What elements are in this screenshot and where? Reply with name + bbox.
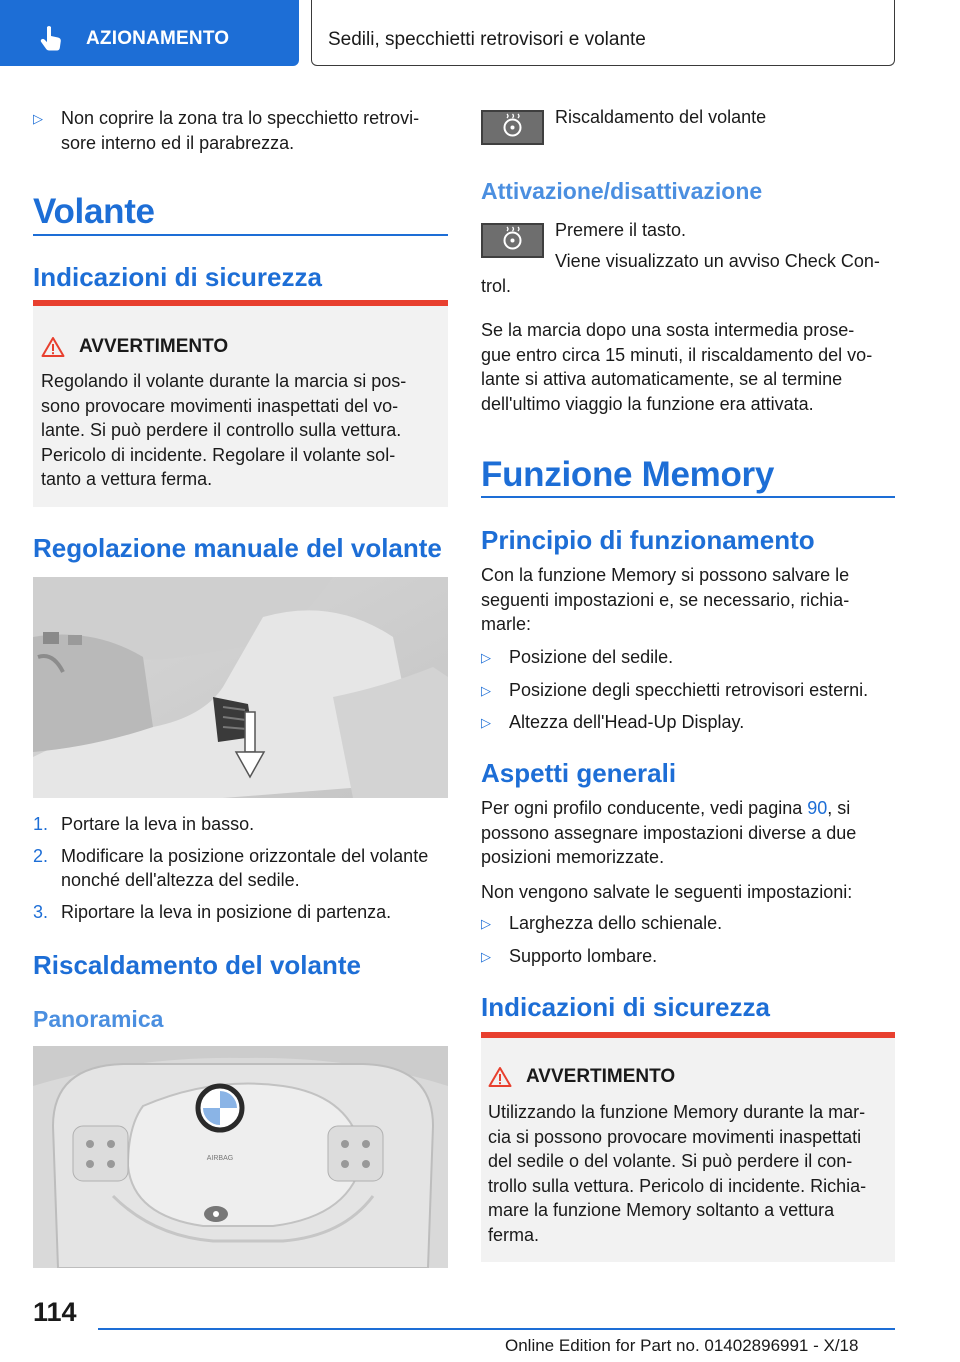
page-number: 114: [33, 1297, 77, 1327]
heading-riscaldamento: Riscaldamento del volante: [33, 950, 361, 980]
list-item: [481, 911, 895, 937]
triangle-bullet-icon: ▷: [481, 715, 491, 730]
list-item: [33, 812, 448, 837]
warning-text-line: Utilizzando la funzione Memory durante la mar-: [488, 1102, 866, 1122]
instruction-line: Premere il tasto.: [555, 220, 687, 240]
warning-title-text: AVVERTIMENTO: [79, 336, 229, 357]
list-item-text: Supporto lombare.: [509, 945, 658, 966]
heading-sicurezza: Indicazioni di sicurezza: [33, 262, 322, 292]
heading-aspetti: Aspetti generali: [481, 758, 677, 788]
section-label: AZIONAMENTO: [86, 28, 230, 49]
paragraph-text: Per ogni profilo conducente, vedi pagina: [481, 798, 808, 818]
warning-title-text: AVVERTIMENTO: [526, 1066, 676, 1087]
list-item: [33, 900, 448, 925]
paragraph-line: marle:: [481, 614, 532, 634]
page-link[interactable]: 90: [807, 798, 828, 818]
list-item-text: Posizione del sedile.: [509, 647, 674, 667]
step-number: 2.: [33, 845, 49, 866]
paragraph-text: , si: [827, 798, 851, 818]
triangle-bullet-icon: ▷: [481, 682, 491, 698]
list-item: [481, 710, 895, 736]
list-item-text: Altezza dell'Head-Up Display.: [509, 712, 745, 732]
step-text: Riportare la leva in posizione di partenza.: [61, 901, 392, 922]
hand-pointer-icon: [38, 24, 66, 52]
heading-rule: [33, 234, 448, 236]
list-item: [481, 645, 895, 671]
warning-text-line: ferma.: [488, 1224, 540, 1245]
warning-title: [488, 1066, 675, 1088]
heading-attivazione: Attivazione/disattivazione: [481, 178, 763, 204]
list-item: [33, 844, 448, 893]
list-item: [33, 106, 448, 155]
steering-wheel-photo: [33, 1046, 448, 1268]
warning-text-line: Pericolo di incidente. Regolare il volante sol-: [41, 444, 396, 465]
warning-text-line: sono provocare movimenti inaspettati del vo-: [41, 395, 399, 416]
heading-regolazione: Regolazione manuale del volante: [33, 533, 442, 563]
list-item-text: sore interno ed il parabrezza.: [61, 132, 295, 153]
chapter-title-box: [311, 0, 895, 66]
list-item: [481, 678, 895, 704]
heated-steering-wheel-icon: [483, 112, 542, 143]
instruction-line: Viene visualizzato un avviso Check Con-: [555, 251, 880, 271]
heading-memory: Funzione Memory: [481, 455, 775, 494]
warning-text-line: cia si possono provocare movimenti inaspettati: [488, 1126, 862, 1147]
footer-rule: [98, 1328, 895, 1330]
triangle-bullet-icon: ▷: [481, 650, 491, 665]
warning-text-line: trollo sulla vettura. Pericolo di incidente. Richia-: [488, 1175, 867, 1196]
heading-volante: Volante: [33, 192, 155, 231]
paragraph-line: gue entro circa 15 minuti, il riscaldamento del vo-: [481, 344, 873, 365]
step-text: nonché dell'altezza del sedile.: [61, 870, 300, 890]
paragraph-line: Se la marcia dopo una sosta intermedia prose-: [481, 320, 855, 340]
list-item-text: Posizione degli specchietti retrovisori esterni.: [509, 679, 869, 700]
heading-principio: Principio di funzionamento: [481, 525, 815, 555]
step-text: Portare la leva in basso.: [61, 814, 255, 834]
paragraph-line: Con la funzione Memory si possono salvare le: [481, 565, 850, 585]
heated-wheel-label: Riscaldamento del volante: [555, 107, 767, 127]
warning-triangle-icon: [41, 336, 65, 358]
warning-title: [41, 336, 228, 358]
paragraph-line: possono assegnare impostazioni diverse a due: [481, 822, 857, 843]
warning-triangle-icon: [488, 1066, 512, 1088]
triangle-bullet-icon: ▷: [481, 948, 491, 964]
warning-text-line: tanto a vettura ferma.: [41, 469, 213, 489]
warning-text-line: lante. Si può perdere il controllo sulla vettura.: [41, 420, 402, 440]
heading-panoramica: Panoramica: [33, 1006, 164, 1032]
list-item: [481, 944, 895, 970]
paragraph-line: lante si attiva automaticamente, se al termine: [481, 369, 843, 389]
list-item-text: Larghezza dello schienale.: [509, 913, 723, 933]
warning-box: [481, 1032, 895, 1262]
paragraph: [481, 563, 895, 637]
paragraph-line: seguenti impostazioni e, se necessario, richia-: [481, 589, 850, 610]
warning-text-line: mare la funzione Memory soltanto a vettura: [488, 1200, 835, 1220]
step-number: 1.: [33, 814, 49, 834]
warning-box: [33, 300, 448, 507]
paragraph-line: posizioni memorizzate.: [481, 847, 665, 867]
heading-rule: [481, 496, 895, 498]
chapter-title: Sedili, specchietti retrovisori e volante: [328, 29, 646, 50]
warning-text-line: del sedile o del volante. Si può perdere il con-: [488, 1151, 853, 1171]
paragraph-line: dell'ultimo viaggio la funzione era attivata.: [481, 393, 814, 414]
heated-steering-wheel-icon: [483, 225, 542, 256]
edition-note: Online Edition for Part no. 01402896991 - X/18: [505, 1336, 859, 1355]
list-item-text: Non coprire la zona tra lo specchietto retrovi-: [61, 108, 420, 128]
instruction-line: trol.: [481, 276, 512, 296]
paragraph: [481, 318, 895, 416]
heading-sicurezza-memory: Indicazioni di sicurezza: [481, 992, 770, 1022]
triangle-bullet-icon: ▷: [481, 916, 491, 931]
paragraph: [481, 796, 895, 870]
warning-text-line: Regolando il volante durante la marcia si pos-: [41, 371, 407, 391]
heated-wheel-button-image: [481, 223, 544, 258]
section-tab[interactable]: [0, 0, 299, 66]
steering-lever-photo: [33, 577, 448, 798]
step-number: 3.: [33, 901, 49, 922]
step-text: Modificare la posizione orizzontale del volante: [61, 845, 429, 866]
airbag-label: AIRBAG: [206, 1155, 234, 1162]
paragraph-line: Non vengono salvate le seguenti impostazioni:: [481, 882, 853, 902]
triangle-bullet-icon: ▷: [33, 111, 43, 126]
heated-wheel-button-image: [481, 110, 544, 145]
